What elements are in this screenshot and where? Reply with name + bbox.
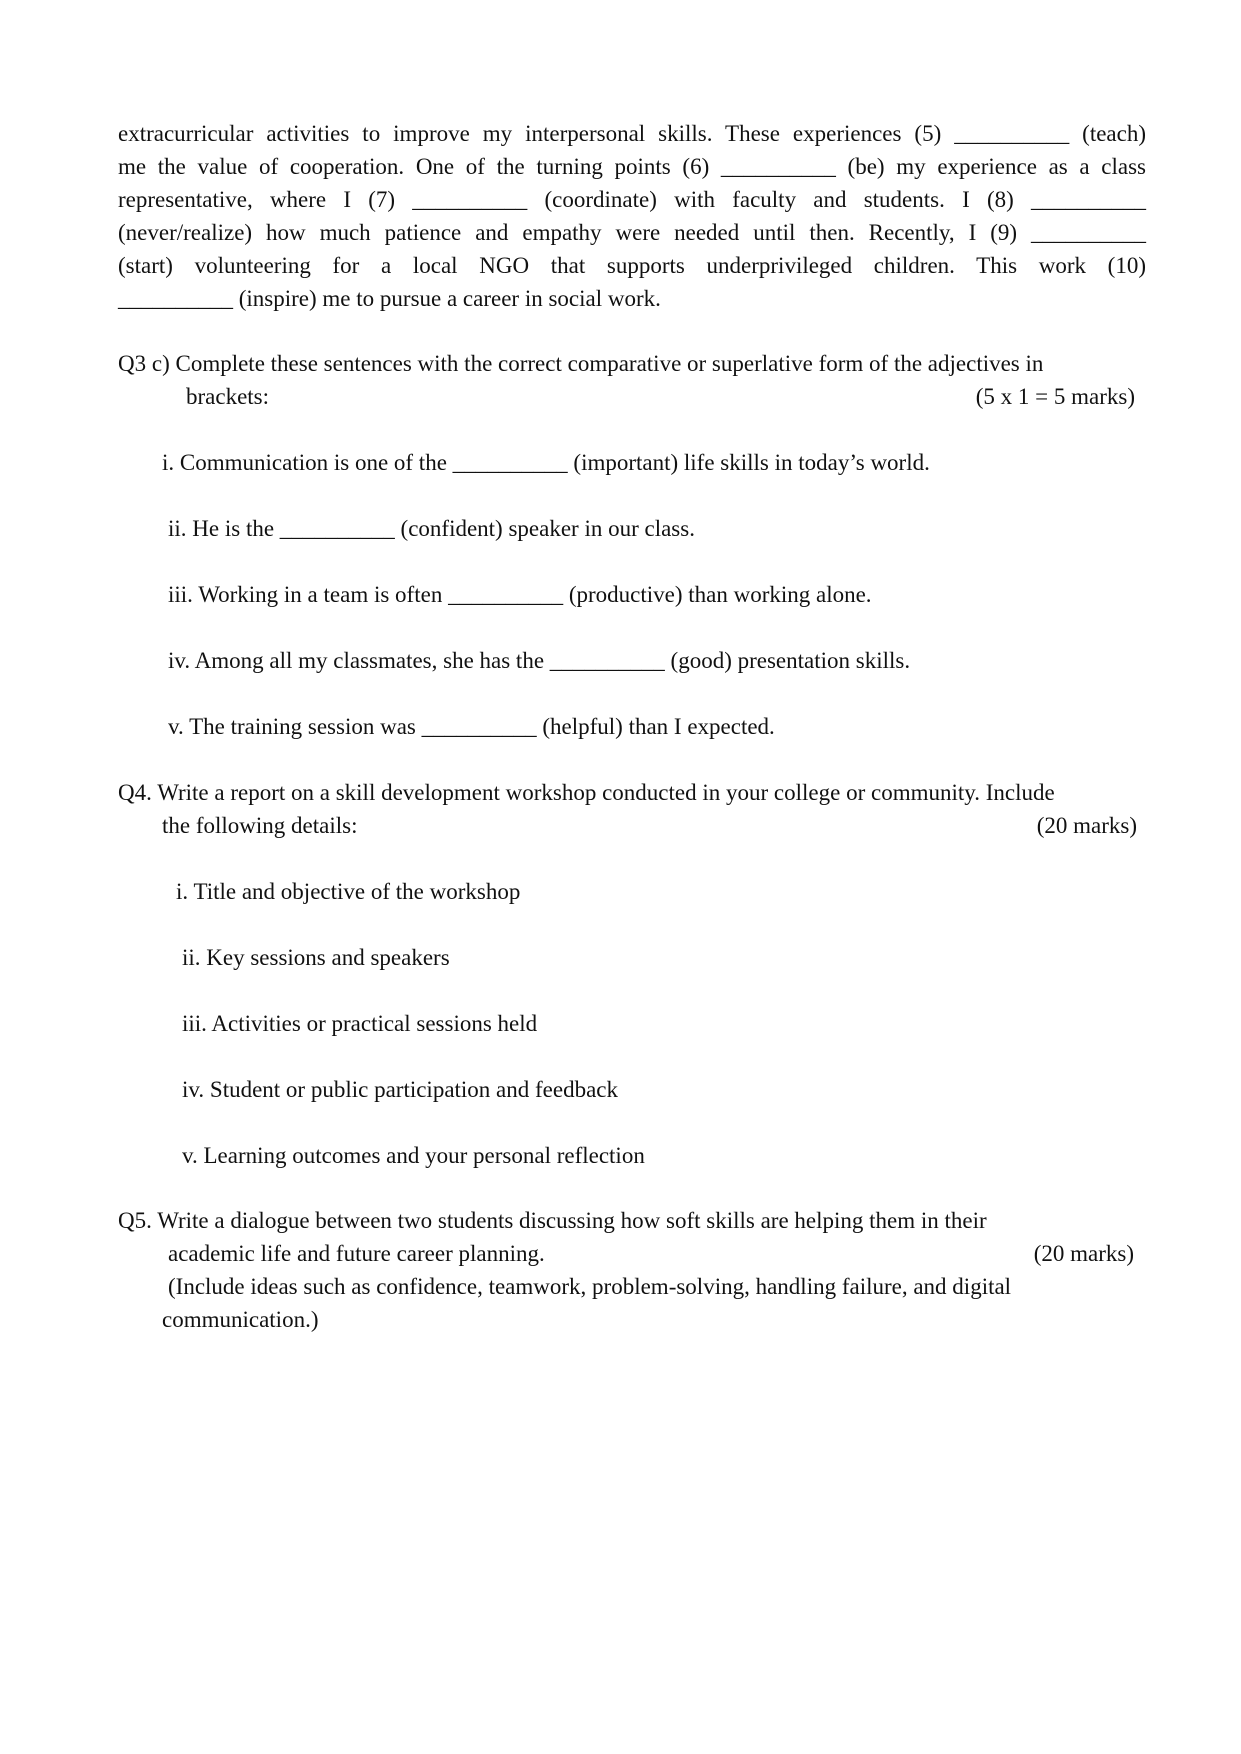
q4-item-4: iv. Student or public participation and feedback	[182, 1077, 619, 1102]
passage-continuation	[118, 117, 1146, 315]
passage-line: me the value of cooperation. One of the turning points (6) __________ (be) my experience as a class	[118, 154, 1146, 179]
passage-line: representative, where I (7) __________ (coordinate) with faculty and students. I (8) __________	[118, 187, 1146, 212]
passage-line: (start) volunteering for a local NGO that supports underprivileged children. This work (10)	[118, 253, 1146, 278]
q5-marks: (20 marks)	[1033, 1241, 1134, 1266]
q4-marks: (20 marks)	[1036, 813, 1137, 838]
q3c-item-2: ii. He is the __________ (confident) speaker in our class.	[168, 516, 695, 541]
q4-prompt-line1: Q4. Write a report on a skill development workshop conducted in your college or community. Include	[118, 780, 1055, 805]
q4-item-5: v. Learning outcomes and your personal reflection	[182, 1143, 645, 1168]
q3c-item-1: i. Communication is one of the __________ (important) life skills in today’s world.	[162, 450, 930, 475]
q3c-prompt-line1: Q3 c) Complete these sentences with the correct comparative or superlative form of the adjectives in	[118, 351, 1044, 376]
passage-line: __________ (inspire) me to pursue a career in social work.	[118, 286, 661, 311]
q5-prompt-line1: Q5. Write a dialogue between two students discussing how soft skills are helping them in their	[118, 1208, 987, 1233]
q4-item-1: i. Title and objective of the workshop	[176, 879, 521, 904]
q5-prompt-line3: (Include ideas such as confidence, teamwork, problem-solving, handling failure, and digital	[168, 1274, 1012, 1299]
q3c-marks: (5 x 1 = 5 marks)	[975, 384, 1135, 409]
passage-line: extracurricular activities to improve my interpersonal skills. These experiences (5) __________ (teach)	[118, 121, 1146, 146]
q3c-prompt-line2: brackets:	[186, 384, 270, 409]
passage-line: (never/realize) how much patience and empathy were needed until then. Recently, I (9) __________	[118, 220, 1146, 245]
q3c-item-4: iv. Among all my classmates, she has the __________ (good) presentation skills.	[168, 648, 911, 673]
q3c-item-5: v. The training session was __________ (helpful) than I expected.	[168, 714, 775, 739]
q4-item-2: ii. Key sessions and speakers	[182, 945, 450, 970]
q5-prompt-line4: communication.)	[162, 1307, 319, 1332]
q5-prompt-line2: academic life and future career planning.	[168, 1241, 545, 1266]
q3c-item-3: iii. Working in a team is often __________ (productive) than working alone.	[168, 582, 872, 607]
q4-item-3: iii. Activities or practical sessions held	[182, 1011, 538, 1036]
q4-prompt-line2: the following details:	[162, 813, 358, 838]
